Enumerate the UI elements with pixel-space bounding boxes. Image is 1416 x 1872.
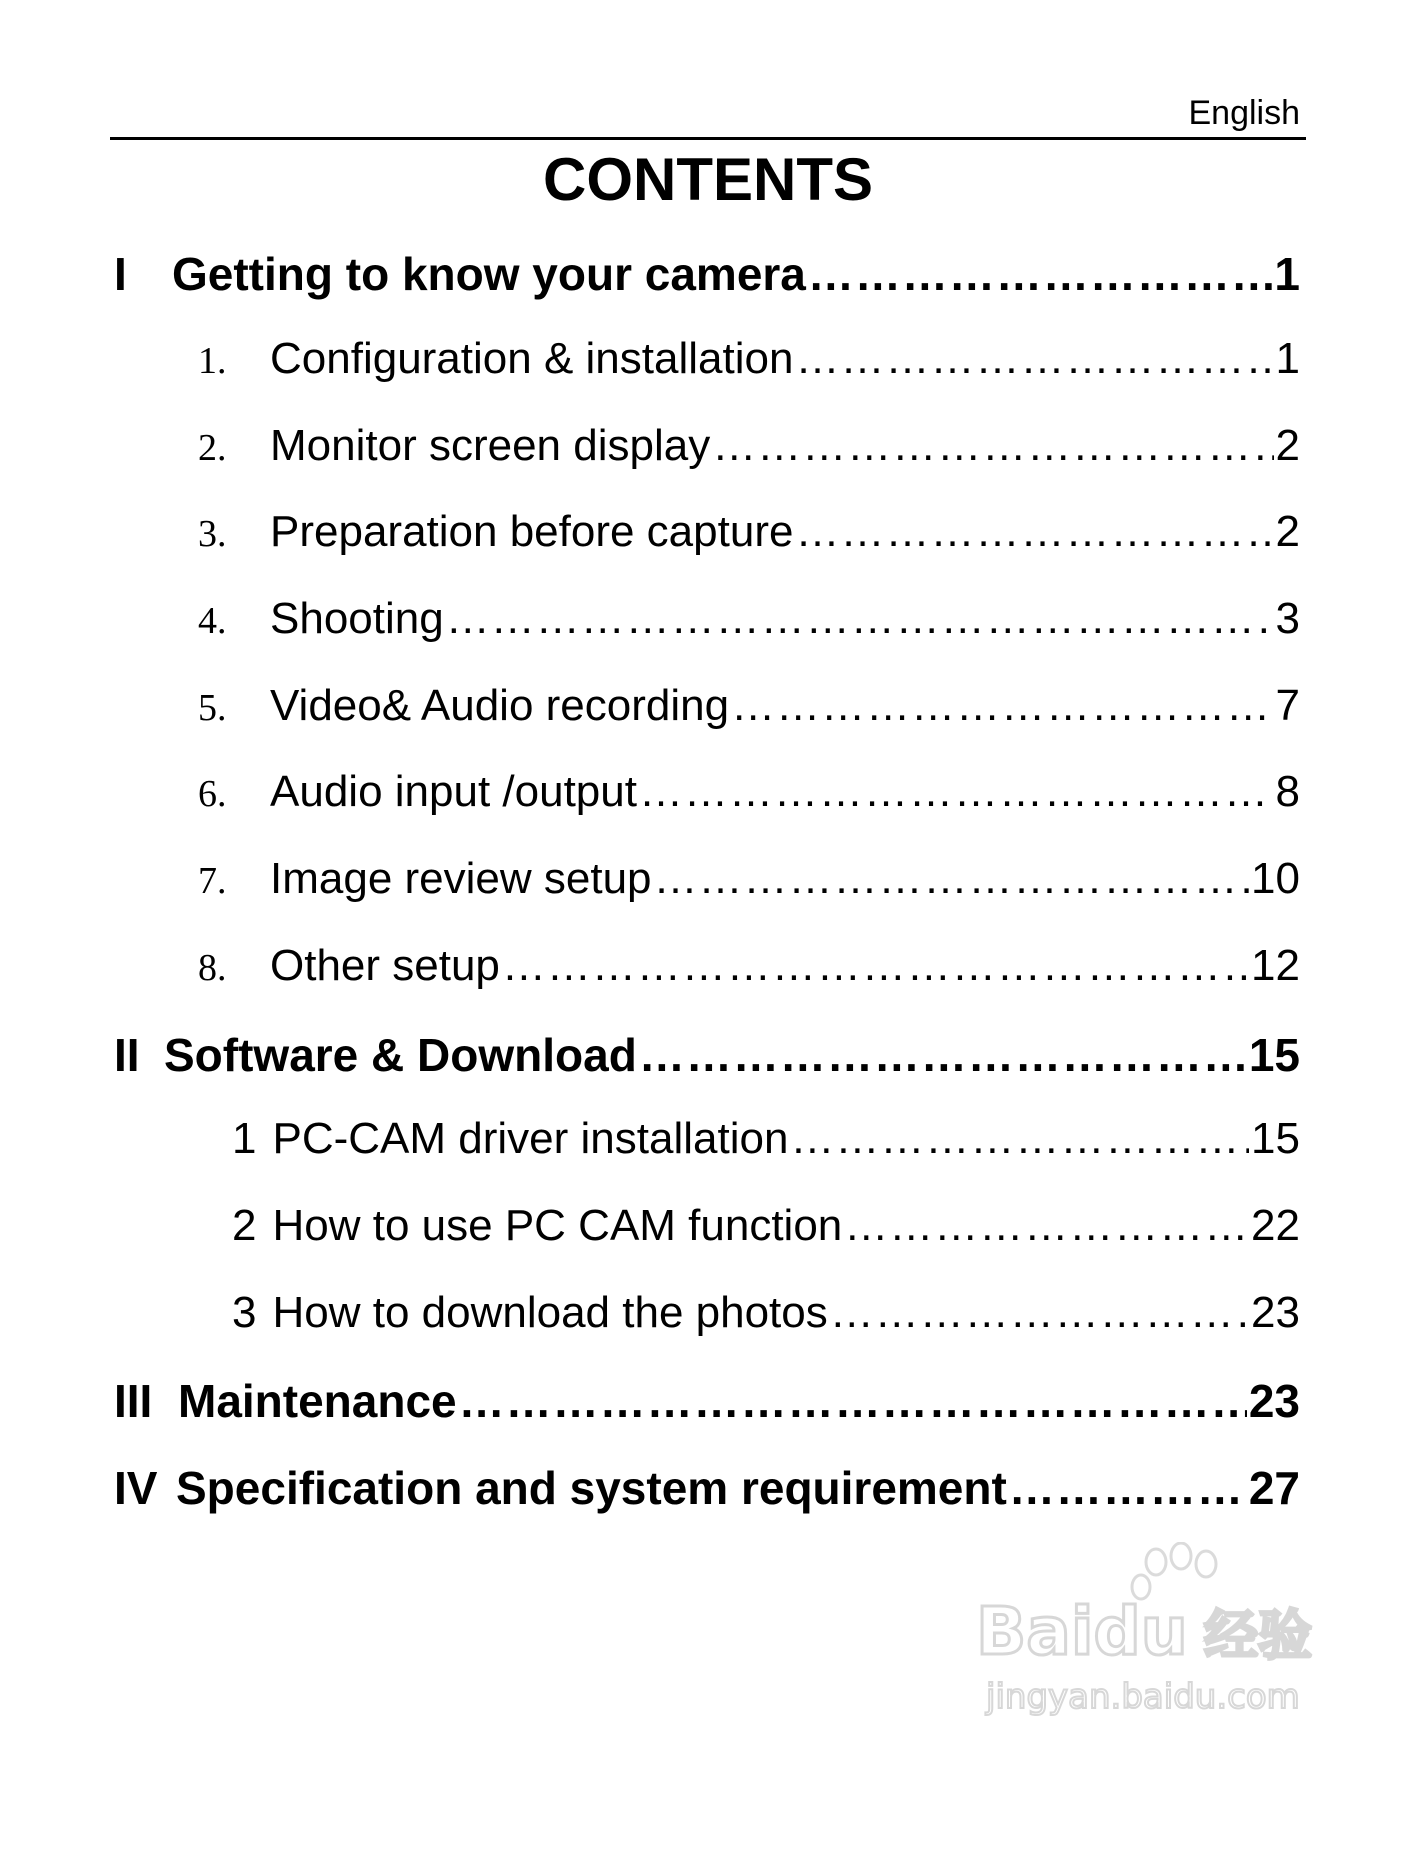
dot-leader [830, 1288, 1249, 1338]
page-number: 23 [1251, 1288, 1300, 1337]
toc-item[interactable] [198, 681, 1300, 731]
watermark-url: jingyan.baidu.com [986, 1677, 1300, 1717]
item-title: Audio input /output [270, 767, 637, 816]
item-number: 5. [198, 687, 227, 729]
section-number: I [114, 248, 127, 300]
item-number: 2. [198, 427, 227, 469]
baidu-watermark [966, 1542, 1326, 1722]
item-number: 6. [198, 773, 227, 815]
page-title: CONTENTS [543, 146, 873, 213]
dot-leader [844, 1201, 1249, 1251]
page-number: 23 [1248, 1375, 1300, 1427]
dot-leader [795, 507, 1273, 557]
section-number: IV [114, 1462, 158, 1514]
item-title: Image review setup [270, 854, 652, 903]
page-number: 8 [1275, 767, 1300, 816]
toc-item[interactable] [198, 854, 1300, 904]
header-rule [110, 137, 1306, 140]
item-number: 3 [232, 1288, 257, 1337]
section-number: II [114, 1029, 140, 1081]
dot-leader [795, 334, 1273, 384]
section-title: Specification and system requirement [176, 1462, 1007, 1514]
page-number: 12 [1251, 941, 1300, 990]
toc-item[interactable] [198, 421, 1300, 471]
item-title: Video& Audio recording [270, 681, 730, 730]
toc-item[interactable] [198, 767, 1300, 817]
dot-leader [808, 247, 1273, 301]
watermark-tag: 经验 [1204, 1604, 1312, 1667]
page-number: 1 [1275, 334, 1300, 383]
toc-item[interactable] [232, 1201, 1300, 1251]
dot-leader [731, 681, 1273, 731]
toc-item[interactable] [232, 1288, 1300, 1338]
item-number: 8. [198, 947, 227, 989]
paw-icon [1132, 1543, 1216, 1599]
page-number: 2 [1275, 507, 1300, 556]
page-number: 15 [1251, 1114, 1300, 1163]
section-title: Software & Download [164, 1029, 637, 1081]
section-title: Getting to know your camera [172, 248, 806, 300]
item-title: PC-CAM driver installation [272, 1114, 789, 1163]
toc-item[interactable] [198, 941, 1300, 991]
item-number: 4. [198, 600, 227, 642]
section-title: Maintenance [178, 1375, 457, 1427]
page-number: 10 [1251, 854, 1300, 903]
page-number: 7 [1275, 681, 1300, 730]
toc-item[interactable] [198, 334, 1300, 384]
toc-item[interactable] [198, 507, 1300, 557]
dot-leader [639, 1028, 1247, 1082]
dot-leader [446, 594, 1274, 644]
toc-section-3[interactable] [114, 1374, 1300, 1428]
toc-item[interactable] [198, 594, 1300, 644]
item-number: 1. [198, 340, 227, 382]
dot-leader [639, 767, 1274, 817]
item-number: 1 [232, 1114, 257, 1163]
item-title: Configuration & installation [270, 334, 794, 383]
dot-leader [502, 941, 1249, 991]
dot-leader [1009, 1461, 1247, 1515]
item-title: Other setup [270, 941, 500, 990]
watermark-brand: Baidu [976, 1593, 1188, 1670]
page-number: 1 [1274, 248, 1300, 300]
item-number: 7. [198, 860, 227, 902]
section-number: III [114, 1375, 153, 1427]
toc-section-2[interactable] [114, 1028, 1300, 1082]
page-number: 2 [1275, 421, 1300, 470]
toc-section-1[interactable] [114, 247, 1300, 301]
item-number: 2 [232, 1201, 257, 1250]
dot-leader [459, 1374, 1247, 1428]
dot-leader [712, 421, 1273, 471]
item-title: Preparation before capture [270, 507, 794, 556]
item-number: 3. [198, 513, 227, 555]
dot-leader [790, 1114, 1249, 1164]
item-title: Monitor screen display [270, 421, 711, 470]
language-label: English [1188, 94, 1300, 132]
page-number: 27 [1248, 1462, 1300, 1514]
page-number: 22 [1251, 1201, 1300, 1250]
item-title: Shooting [270, 594, 444, 643]
page-number: 3 [1275, 594, 1300, 643]
toc-section-4[interactable] [114, 1461, 1300, 1515]
dot-leader [654, 854, 1250, 904]
page-number: 15 [1248, 1029, 1300, 1081]
item-title: How to use PC CAM function [272, 1201, 843, 1250]
toc-item[interactable] [232, 1114, 1300, 1164]
item-title: How to download the photos [272, 1288, 828, 1337]
